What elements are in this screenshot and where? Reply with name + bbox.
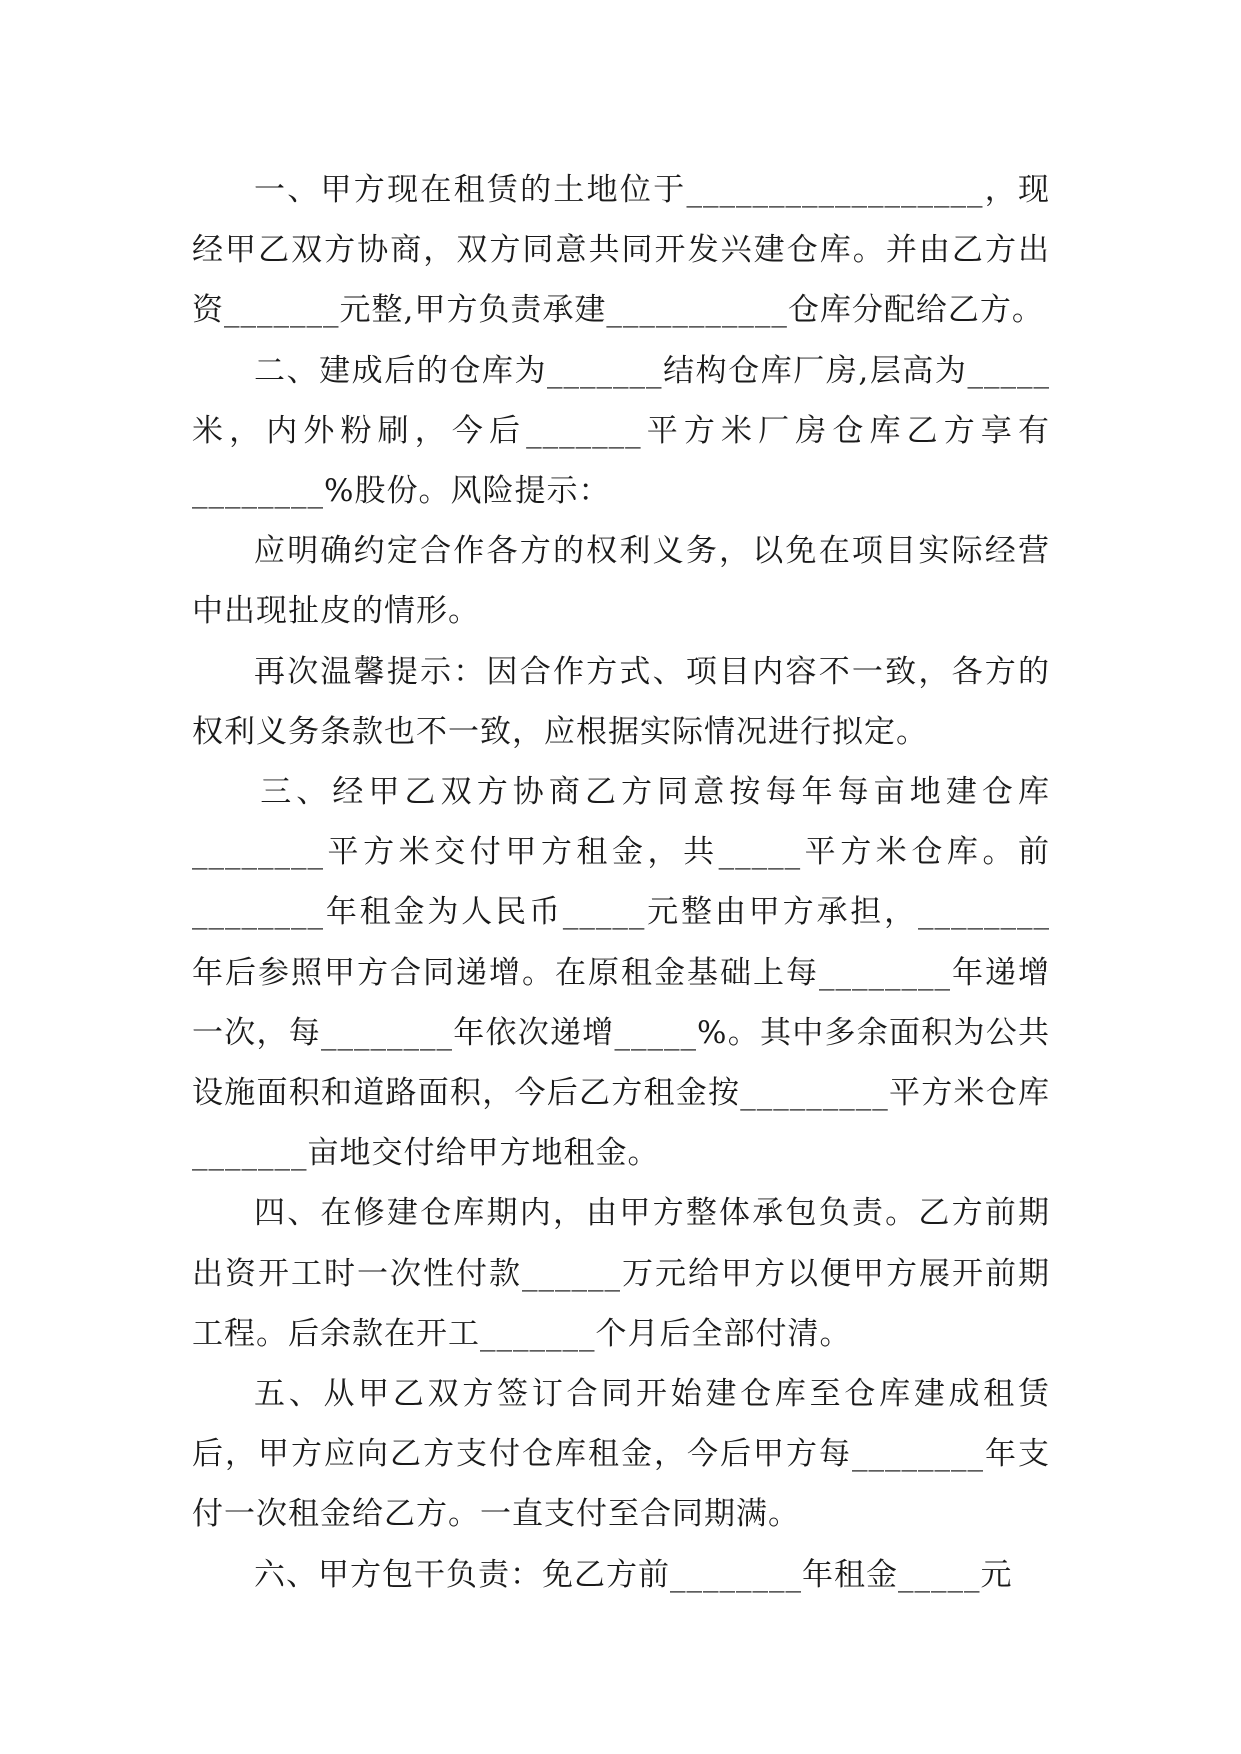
clause-4-paragraph: 四、在修建仓库期内，由甲方整体承包负责。乙方前期出资开工时一次性付款______万元给甲方以便甲方展开前期工程。后余款在开工_______个月后全部付清。 <box>192 1195 1050 1352</box>
clause-2-paragraph: 二、建成后的仓库为_______结构仓库厂房,层高为_____米，内外粉刷，今后_______平方米厂房仓库乙方享有________%股份。风险提示： <box>192 352 1050 510</box>
contract-body <box>192 160 1050 1605</box>
reminder-paragraph: 再次温馨提示：因合作方式、项目内容不一致，各方的权利义务条款也不一致，应根据实际情况进行拟定。 <box>192 653 1050 750</box>
clause-6-paragraph: 六、甲方包干负责：免乙方前________年租金_____元 <box>254 1556 1013 1593</box>
risk-note-paragraph: 应明确约定合作各方的权利义务，以免在项目实际经营中出现扯皮的情形。 <box>192 533 1050 630</box>
clause-5-paragraph: 五、从甲乙双方签订合同开始建仓库至仓库建成租赁后，甲方应向乙方支付仓库租金，今后甲方每________年支付一次租金给乙方。一直支付至合同期满。 <box>192 1376 1050 1533</box>
clause-1-paragraph: 一、甲方现在租赁的土地位于__________________，现经甲乙双方协商，双方同意共同开发兴建仓库。并由乙方出资_______元整,甲方负责承建___________仓库分配给乙方。 <box>192 172 1050 329</box>
clause-3-paragraph: 三、经甲乙双方协商乙方同意按每年每亩地建仓库________平方米交付甲方租金，共_____平方米仓库。前________年租金为人民币_____元整由甲方承担，________年后参照甲方合同递增。在原租金基础上每________年递增一次，每________年依次递增_____%。其中多余面积为公共设施面积和道路面积，今后乙方租金按_________平方米仓库_______亩地交付给甲方地租金。 <box>192 774 1050 1172</box>
